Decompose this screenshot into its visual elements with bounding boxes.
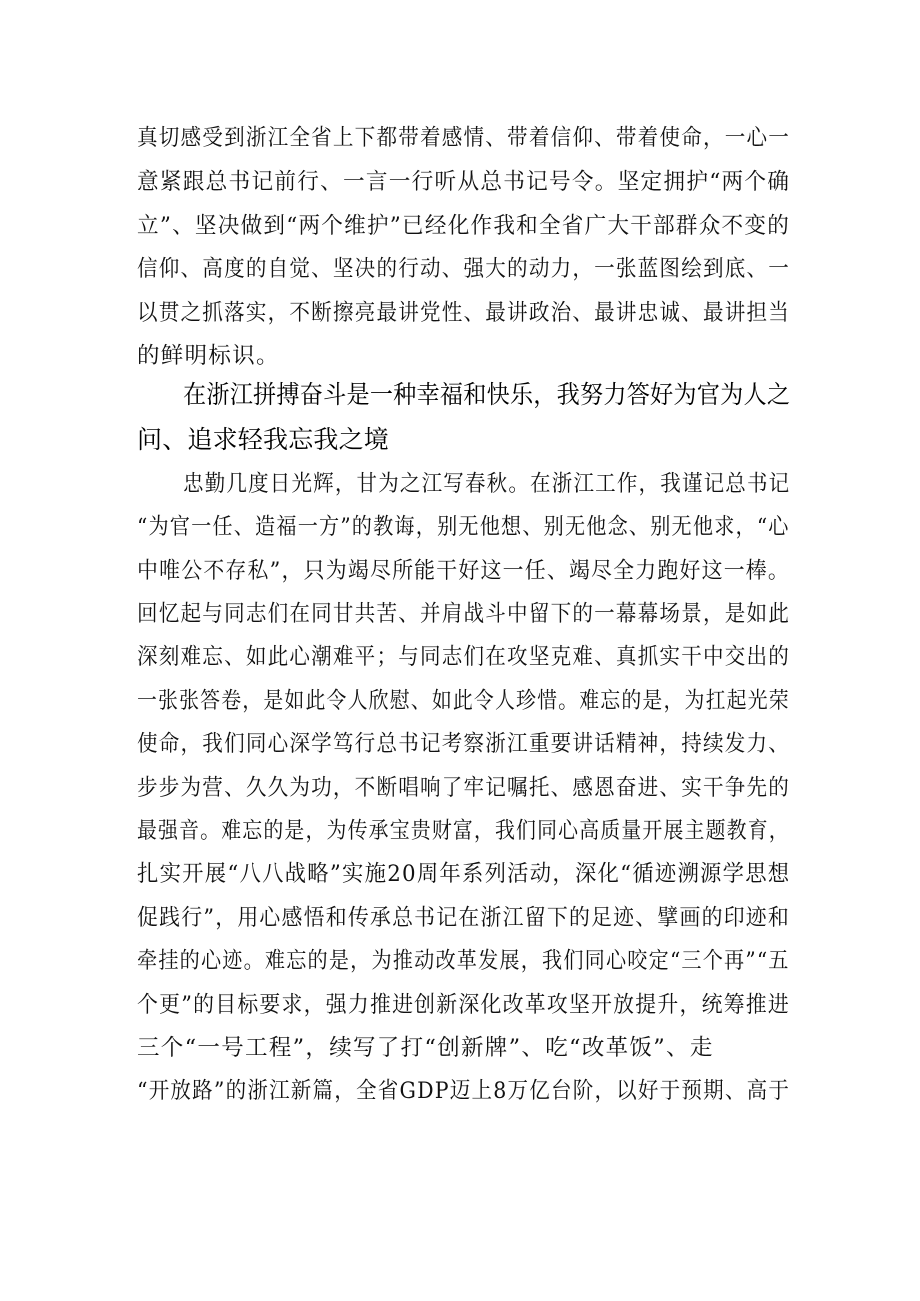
- section-heading-line-2: 问、追求轻我忘我之境: [137, 425, 390, 454]
- paragraph-2-line-9: 最强音。难忘的是，为传承宝贵财富，我们同心高质量开展主题教育，: [137, 818, 790, 844]
- paragraph-1-line-1: 真切感受到浙江全省上下都带着感情、带着信仰、带着使命，一心一: [137, 125, 791, 151]
- paragraph-2-line-11: 促践行”，用心感悟和传承总书记在浙江留下的足迹、擘画的印迹和: [137, 905, 791, 931]
- paragraph-2-line-6: 一张张答卷，是如此令人欣慰、如此令人珍惜。难忘的是，为扛起光荣: [137, 688, 790, 714]
- paragraph-2-line-7: 使命，我们同心深学笃行总书记考察浙江重要讲话精神，持续发力、: [137, 731, 791, 757]
- paragraph-2-line-1: 忠勤几度日光辉，甘为之江写春秋。在浙江工作，我谨记总书记: [183, 471, 791, 497]
- paragraph-1-line-5: 以贯之抓落实，不断擦亮最讲党性、最讲政治、最讲忠诚、最讲担当: [137, 300, 791, 326]
- paragraph-1-line-6: 的鲜明标识。: [137, 343, 280, 369]
- paragraph-1-line-3: 立”、坚决做到“两个维护”已经化作我和全省广大干部群众不变的: [137, 213, 791, 239]
- paragraph-2-line-5: 深刻难忘、如此心潮难平；与同志们在攻坚克难、真抓实干中交出的: [137, 644, 791, 670]
- paragraph-2-line-13: 个更”的目标要求，强力推进创新深化改革攻坚开放提升，统筹推进: [137, 992, 791, 1018]
- paragraph-2-line-3: 中唯公不存私”，只为竭尽所能干好这一任、竭尽全力跑好这一棒。: [137, 558, 791, 584]
- paragraph-1-line-4: 信仰、高度的自觉、坚决的行动、强大的动力，一张蓝图绘到底、一: [137, 256, 791, 282]
- paragraph-2-line-12: 牵挂的心迹。难忘的是，为推动改革发展，我们同心咬定“三个再”“五: [137, 948, 790, 974]
- paragraph-2-line-8: 步步为营、久久为功，不断唱响了牢记嘱托、感恩奋进、实干争先的: [137, 775, 791, 801]
- paragraph-2-line-10: 扎实开展“八八战略”实施20周年系列活动，深化“循迹溯源学思想: [137, 861, 791, 887]
- paragraph-2-line-15: “开放路”的浙江新篇，全省GDP迈上8万亿台阶，以好于预期、高于: [137, 1078, 791, 1104]
- paragraph-2-line-2: “为官一任、造福一方”的教诲，别无他想、别无他念、别无他求，“心: [137, 514, 790, 540]
- paragraph-2-line-4: 回忆起与同志们在同甘共苦、并肩战斗中留下的一幕幕场景，是如此: [137, 601, 791, 627]
- section-heading-line-1: 在浙江拼搏奋斗是一种幸福和快乐，我努力答好为官为人之: [183, 380, 791, 409]
- paragraph-1-line-2: 意紧跟总书记前行、一言一行听从总书记号令。坚定拥护“两个确: [137, 169, 791, 195]
- paragraph-2-line-14: 三个“一号工程”，续写了打“创新牌”、吃“改革饭”、走: [137, 1035, 714, 1061]
